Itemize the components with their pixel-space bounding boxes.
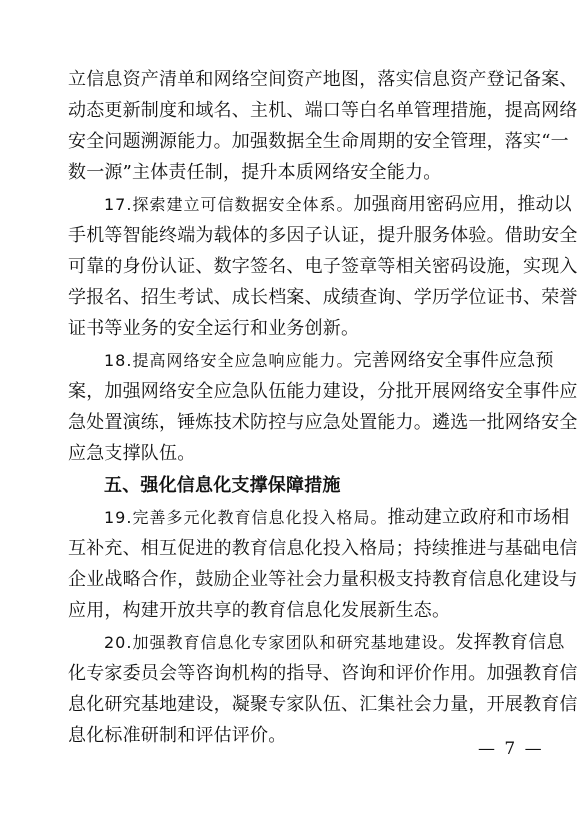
text-line <box>68 502 570 533</box>
text-span: 加强商用密码应用，推动以 <box>353 194 572 215</box>
text-line <box>68 189 572 220</box>
item-17-heading: 17.探索建立可信数据安全体系。 <box>104 195 354 214</box>
text-line: 立信息资产清单和网络空间资产地图，落实信息资产登记备案、 <box>68 69 578 90</box>
text-line: 互补充、相互促进的教育信息化投入格局；持续推进与基础电信 <box>68 538 578 559</box>
text-span: 发挥教育信息 <box>455 632 565 653</box>
text-line: 息化标准研制和评估评价。 <box>68 725 287 746</box>
text-span: 推动建立政府和市场相 <box>387 507 570 528</box>
paragraph-18 <box>68 345 578 469</box>
text-line: 应用，构建开放共享的教育信息化发展新生态。 <box>68 600 451 621</box>
text-line: 动态更新制度和域名、主机、端口等白名单管理措施，提高网络 <box>68 100 578 121</box>
text-line: 证书等业务的安全运行和业务创新。 <box>68 318 360 339</box>
text-line: 可靠的身份认证、数字签名、电子签章等相关密码设施，实现入 <box>68 256 578 277</box>
text-line: 数一源”主体责任制，提升本质网络安全能力。 <box>68 162 442 183</box>
text-line <box>68 627 565 658</box>
page-number: — 7 — <box>478 739 544 759</box>
text-line: 案，加强网络安全应急队伍能力建设，分批开展网络安全事件应 <box>68 381 578 402</box>
text-line: 学报名、招生考试、成长档案、成绩查询、学历学位证书、荣誉 <box>68 287 578 308</box>
paragraph-asset-management <box>68 64 578 188</box>
text-line: 息化研究基地建设，凝聚专家队伍、汇集社会力量，开展教育信 <box>68 694 578 715</box>
paragraph-19 <box>68 502 578 626</box>
paragraph-20 <box>68 627 578 751</box>
text-line: 急处置演练，锤炼技术防控与应急处置能力。遴选一批网络安全 <box>68 412 578 433</box>
item-18-heading: 18.提高网络安全应急响应能力。 <box>104 351 354 370</box>
paragraph-17 <box>68 189 578 344</box>
text-line: 化专家委员会等咨询机构的指导、咨询和评价作用。加强教育信 <box>68 663 578 684</box>
section-5 <box>68 470 536 501</box>
text-line: 应急支撑队伍。 <box>68 443 196 464</box>
item-20-heading: 20.加强教育信息化专家团队和研究基地建设。 <box>104 633 456 652</box>
text-line: 安全问题溯源能力。加强数据全生命周期的安全管理，落实“一 <box>68 131 569 152</box>
text-line <box>68 345 554 376</box>
document-page <box>68 64 578 752</box>
item-19-heading: 19.完善多元化教育信息化投入格局。 <box>104 508 388 527</box>
text-line: 企业战略合作，鼓励企业等社会力量积极支持教育信息化建设与 <box>68 569 578 590</box>
text-line: 手机等智能终端为载体的多因子认证，提升服务体验。借助安全 <box>68 225 578 246</box>
section-heading: 五、强化信息化支撑保障措施 <box>104 475 341 496</box>
text-span: 完善网络安全事件应急预 <box>353 350 554 371</box>
